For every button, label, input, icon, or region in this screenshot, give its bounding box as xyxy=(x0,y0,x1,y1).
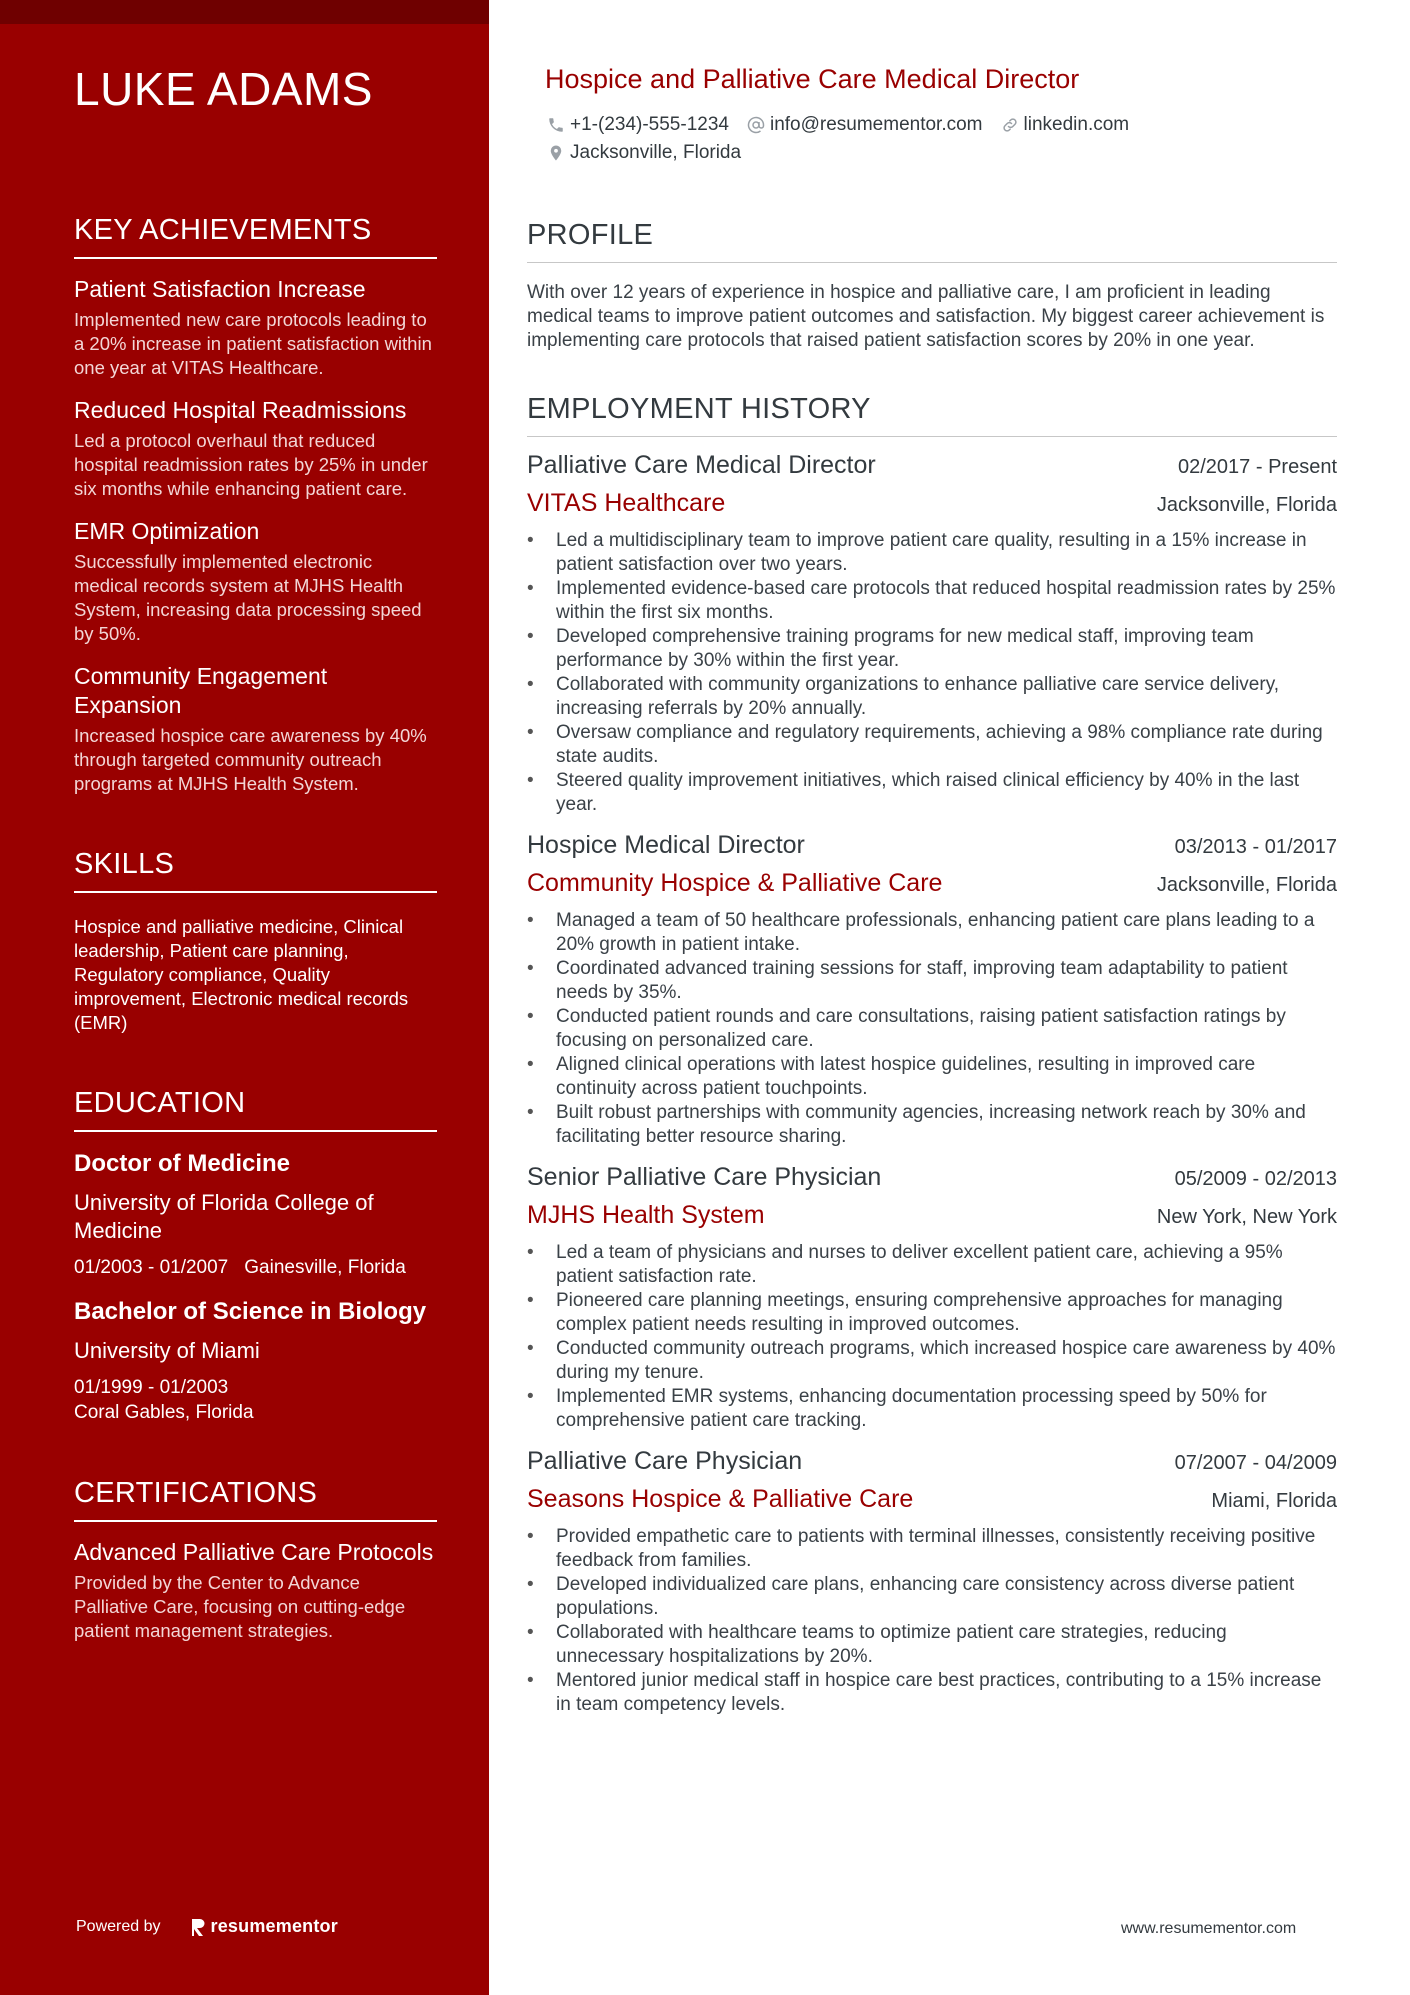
certification-title: Advanced Palliative Care Protocols xyxy=(74,1539,434,1565)
employment-title: EMPLOYMENT HISTORY xyxy=(527,393,1337,437)
certifications-title: CERTIFICATIONS xyxy=(74,1477,437,1522)
sidebar xyxy=(0,0,489,1995)
job-bullet: • Steered quality improvement initiatives, which raised clinical efficiency by 40% in the last year. xyxy=(527,769,1337,817)
job-company: MJHS Health System xyxy=(527,1201,765,1229)
job-location: Jacksonville, Florida xyxy=(1156,874,1337,896)
phone-icon xyxy=(547,116,565,134)
achievement-title: Community Engagement Expansion xyxy=(74,663,328,718)
education-degree: Doctor of Medicine xyxy=(74,1150,291,1177)
job-bullet: • Developed individualized care plans, enhancing care consistency across diverse patient populations. xyxy=(527,1573,1337,1621)
achievement-item xyxy=(74,662,437,796)
education-degree: Bachelor of Science in Biology xyxy=(74,1298,427,1325)
achievement-description: Led a protocol overhaul that reduced hospital readmission rates by 25% in under six months while enhancing patient care. xyxy=(74,430,428,499)
job-company: VITAS Healthcare xyxy=(527,489,726,517)
achievement-description: Implemented new care protocols leading to a 20% increase in patient satisfaction within one year at VITAS Healthcare. xyxy=(74,309,432,378)
job-role: Senior Palliative Care Physician xyxy=(527,1163,882,1191)
job-dates: 02/2017 - Present xyxy=(1178,456,1337,478)
education-school: University of Miami xyxy=(74,1338,260,1363)
job-entry xyxy=(527,451,1337,817)
education-item xyxy=(74,1296,437,1425)
profile-section xyxy=(527,219,1337,353)
education-location: Coral Gables, Florida xyxy=(74,1402,254,1423)
job-bullet: • Developed comprehensive training programs for new medical staff, improving team performance by 30% within the first year. xyxy=(527,625,1337,673)
job-dates: 05/2009 - 02/2013 xyxy=(1174,1168,1337,1190)
skills-list: Hospice and palliative medicine, Clinical leadership, Patient care planning, Regulatory compliance, Quality improvement, Electronic medical records (EMR) xyxy=(74,916,409,1033)
education-section xyxy=(74,1087,437,1425)
candidate-name: LUKE ADAMS xyxy=(74,63,373,115)
education-dates: 01/1999 - 01/2003 xyxy=(74,1377,229,1398)
certifications-section xyxy=(74,1477,437,1643)
job-bullets xyxy=(527,529,1337,817)
job-location: New York, New York xyxy=(1156,1206,1337,1228)
achievement-title: Patient Satisfaction Increase xyxy=(74,276,366,302)
job-role: Palliative Care Physician xyxy=(527,1447,803,1475)
job-bullet: • Oversaw compliance and regulatory requirements, achieving a 98% compliance rate during state audits. xyxy=(527,721,1337,769)
skills-section xyxy=(74,848,437,1035)
job-bullet: • Pioneered care planning meetings, ensuring comprehensive approaches for managing complex patient needs resulting in improved outcomes. xyxy=(527,1289,1337,1337)
powered-by-label: Powered by xyxy=(76,1917,161,1935)
job-bullet: • Provided empathetic care to patients with terminal illnesses, consistently receiving positive feedback from families. xyxy=(527,1525,1337,1573)
location-text: Jacksonville, Florida xyxy=(570,142,742,163)
education-school: University of Florida College of Medicine xyxy=(74,1190,374,1243)
email-text: info@resumementor.com xyxy=(769,114,983,135)
job-location: Jacksonville, Florida xyxy=(1156,494,1337,516)
job-bullet: • Collaborated with healthcare teams to optimize patient care strategies, reducing unnecessary hospitalizations by 20%. xyxy=(527,1621,1337,1669)
achievement-title: EMR Optimization xyxy=(74,518,260,544)
link-icon xyxy=(1001,116,1019,134)
job-company: Seasons Hospice & Palliative Care xyxy=(527,1485,914,1513)
employment-section xyxy=(527,393,1337,1717)
job-bullets xyxy=(527,909,1337,1149)
phone-text: +1-(234)-555-1234 xyxy=(570,114,729,135)
education-title: EDUCATION xyxy=(74,1087,437,1132)
achievement-item xyxy=(74,396,437,501)
job-company: Community Hospice & Palliative Care xyxy=(527,869,943,897)
profile-text: With over 12 years of experience in hospice and palliative care, I am proficient in leading medical teams to improve patient outcomes and satisfaction. My biggest career achievement is implementing care protocols that raised patient satisfaction scores by 20% in one year. xyxy=(527,282,1325,351)
achievement-description: Increased hospice care awareness by 40% through targeted community outreach programs at MJHS Health System. xyxy=(74,725,427,794)
job-entry xyxy=(527,831,1337,1149)
job-bullet: • Managed a team of 50 healthcare professionals, enhancing patient care plans leading to a 20% growth in patient intake. xyxy=(527,909,1337,957)
contact-location xyxy=(547,142,741,164)
linkedin-text: linkedin.com xyxy=(1023,114,1130,135)
certification-description: Provided by the Center to Advance Palliative Care, focusing on cutting-edge patient management strategies. xyxy=(74,1572,406,1641)
skills-title: SKILLS xyxy=(74,848,437,893)
education-meta xyxy=(74,1375,437,1425)
job-entry xyxy=(527,1163,1337,1433)
education-item xyxy=(74,1148,437,1280)
brand-logo[interactable] xyxy=(191,1916,338,1937)
job-dates: 07/2007 - 04/2009 xyxy=(1174,1452,1337,1474)
achievement-item xyxy=(74,275,437,380)
resumementor-logo-icon xyxy=(191,1917,205,1937)
job-bullet: • Conducted community outreach programs, which increased hospice care awareness by 40% during my tenure. xyxy=(527,1337,1337,1385)
job-bullet: • Collaborated with community organizations to enhance palliative care service delivery, increasing referrals by 20% annually. xyxy=(527,673,1337,721)
job-bullet: • Led a team of physicians and nurses to deliver excellent patient care, achieving a 95% patient satisfaction rate. xyxy=(527,1241,1337,1289)
contact-info xyxy=(547,112,1327,168)
contact-linkedin[interactable] xyxy=(1001,114,1130,136)
powered-by xyxy=(76,1916,338,1937)
headline-title: Hospice and Palliative Care Medical Director xyxy=(545,64,1080,94)
job-dates: 03/2013 - 01/2017 xyxy=(1174,836,1337,858)
job-bullet: • Built robust partnerships with community agencies, increasing network reach by 30% and facilitating better resource sharing. xyxy=(527,1101,1337,1149)
footer-website-link[interactable]: www.resumementor.com xyxy=(1121,1920,1297,1937)
profile-title: PROFILE xyxy=(527,219,1337,263)
job-bullet: • Conducted patient rounds and care consultations, raising patient satisfaction ratings by focusing on personalized care. xyxy=(527,1005,1337,1053)
education-location: Gainesville, Florida xyxy=(244,1257,406,1278)
education-meta xyxy=(74,1255,437,1280)
job-bullet: • Implemented evidence-based care protocols that reduced hospital readmission rates by 25% within the first six months. xyxy=(527,577,1337,625)
achievement-description: Successfully implemented electronic medical records system at MJHS Health System, increasing data processing speed by 50%. xyxy=(74,551,422,644)
brand-name: resumementor xyxy=(210,1916,338,1936)
map-pin-icon xyxy=(547,144,565,162)
contact-email[interactable] xyxy=(747,114,983,136)
job-bullet: • Coordinated advanced training sessions for staff, improving team adaptability to patient needs by 35%. xyxy=(527,957,1337,1005)
sidebar-top-bar xyxy=(0,0,489,24)
job-bullet: • Aligned clinical operations with latest hospice guidelines, resulting in improved care continuity across patient touchpoints. xyxy=(527,1053,1337,1101)
job-location: Miami, Florida xyxy=(1211,1490,1337,1512)
job-bullet: • Led a multidisciplinary team to improve patient care quality, resulting in a 15% increase in patient satisfaction over two years. xyxy=(527,529,1337,577)
job-bullet: • Mentored junior medical staff in hospice care best practices, contributing to a 15% increase in team competency levels. xyxy=(527,1669,1337,1717)
key-achievements-title: KEY ACHIEVEMENTS xyxy=(74,214,437,259)
at-sign-icon xyxy=(747,116,765,134)
job-bullet: • Implemented EMR systems, enhancing documentation processing speed by 50% for comprehensive patient care tracking. xyxy=(527,1385,1337,1433)
achievement-title: Reduced Hospital Readmissions xyxy=(74,397,407,423)
education-dates: 01/2003 - 01/2007 xyxy=(74,1257,229,1278)
job-bullets xyxy=(527,1241,1337,1433)
achievement-item xyxy=(74,517,437,646)
job-entry xyxy=(527,1447,1337,1717)
key-achievements-section xyxy=(74,214,437,796)
contact-phone[interactable] xyxy=(547,114,729,136)
job-bullets xyxy=(527,1525,1337,1717)
job-role: Hospice Medical Director xyxy=(527,831,805,859)
job-role: Palliative Care Medical Director xyxy=(527,451,876,479)
